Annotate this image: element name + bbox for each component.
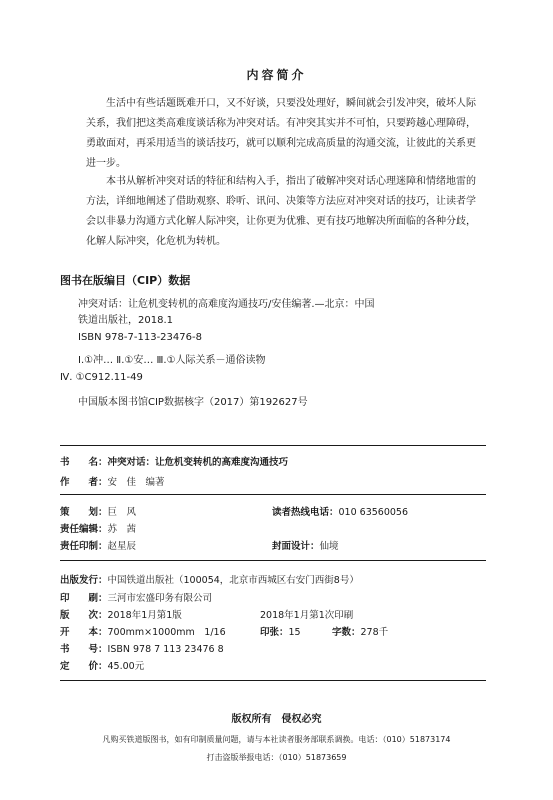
summary-heading: 内容简介 (246, 68, 307, 82)
printing-row (60, 538, 136, 552)
words-value: 278千 (360, 627, 389, 638)
format-label: 开 本： (60, 627, 108, 638)
editor-value: 苏 茜 (107, 524, 137, 535)
planner-row (60, 504, 136, 518)
summary-paragraph-1: 生活中有些话题既难开口，又不好谈，只要没处理好，瞬间就会引发冲突，破坏人际关系，我们把这类高难度谈话称为冲突对话。有冲突其实并不可怕，只要跨越心理障碍，勇敢面对，再采用适当的谈话技巧，就可以顺利完成高质量的沟通交流，让彼此的关系更进一步。 (86, 98, 476, 169)
words-row (332, 624, 388, 638)
edition-value: 2018年1月第1版 (107, 610, 182, 621)
words-label: 字数： (332, 627, 361, 638)
divider-4 (60, 680, 486, 681)
author-value: 安 佳 编著 (107, 477, 165, 488)
printer-row (60, 590, 212, 604)
divider-2 (60, 494, 486, 495)
book-title-value: 冲突对话：让危机变转机的高难度沟通技巧 (107, 457, 289, 468)
isbn-row (60, 641, 224, 655)
isbn-value: ISBN 978 7 113 23476 8 (107, 644, 224, 655)
divider-1 (60, 445, 486, 446)
summary-paragraph-2: 本书从解析冲突对话的特征和结构入手，指出了破解冲突对话心理迷障和情绪地雷的方法，详细地阐述了借助观察、聆听、讯问、决策等方法应对冲突对话的技巧，让读者学会以非暴力沟通方式化解人际冲突，让你更为优雅、更有技巧地解决所面临的各种分歧，化解人际冲突，化危机为转机。 (86, 176, 476, 247)
sheets-label: 印张： (260, 627, 289, 638)
book-title-label: 书 名： (60, 457, 108, 468)
cip-line-1: 冲突对话：让危机变转机的高难度沟通技巧/安佳编著.—北京：中国 (78, 299, 375, 310)
edition-row (60, 607, 182, 621)
planner-label: 策 划： (60, 507, 108, 518)
cover-row (272, 538, 339, 552)
copyright-notice: 版权所有 侵权必究 (231, 714, 322, 725)
price-label: 定 价： (60, 661, 108, 672)
cip-line-4: Ⅰ.①冲… Ⅱ.①安… Ⅲ.①人际关系－通俗读物 (78, 355, 266, 366)
hotline-label: 读者热线电话： (272, 507, 339, 518)
editor-row (60, 521, 136, 535)
author-label: 作 者： (60, 477, 108, 488)
sheets-row (260, 624, 301, 638)
format-row (60, 624, 226, 638)
printing-value: 赵星辰 (107, 541, 137, 552)
cip-heading: 图书在版编目（CIP）数据 (60, 274, 191, 287)
cover-value: 仙境 (319, 541, 339, 552)
cip-line-3: ISBN 978-7-113-23476-8 (78, 332, 202, 343)
price-row (60, 658, 144, 672)
piracy-notice: 打击盗版举报电话：（010）51873659 (206, 753, 347, 762)
quality-notice: 凡购买铁道版图书，如有印制质量问题，请与本社读者服务部联系调换。电话：（010）51873174 (102, 735, 451, 744)
printer-label: 印 刷： (60, 593, 108, 604)
cip-line-6: 中国版本图书馆CIP数据核字（2017）第192627号 (78, 397, 308, 408)
author-row (60, 474, 165, 488)
printing-label: 责任印制： (60, 541, 108, 552)
printer-value: 三河市宏盛印务有限公司 (107, 593, 213, 604)
cip-line-5: Ⅳ. ①C912.11-49 (60, 372, 143, 383)
hotline-row (272, 504, 408, 518)
hotline-value: 010 63560056 (338, 507, 409, 518)
format-value: 700mm×1000mm 1/16 (107, 627, 226, 638)
sheets-value: 15 (288, 627, 301, 638)
editor-label: 责任编辑： (60, 524, 108, 535)
impression-value: 2018年1月第1次印刷 (260, 610, 354, 621)
isbn-label: 书 号： (60, 644, 108, 655)
publisher-label: 出版发行： (60, 575, 108, 586)
cover-label: 封面设计： (272, 541, 320, 552)
publisher-row (60, 572, 359, 586)
price-value: 45.00元 (107, 661, 145, 672)
cip-line-2: 铁道出版社，2018.1 (78, 315, 173, 326)
divider-3 (60, 560, 486, 561)
impression-row (260, 607, 353, 621)
publisher-value: 中国铁道出版社（100054，北京市西城区右安门西街8号） (107, 575, 359, 586)
planner-value: 巨 风 (107, 507, 137, 518)
book-title-row (60, 454, 288, 468)
edition-label: 版 次： (60, 610, 108, 621)
